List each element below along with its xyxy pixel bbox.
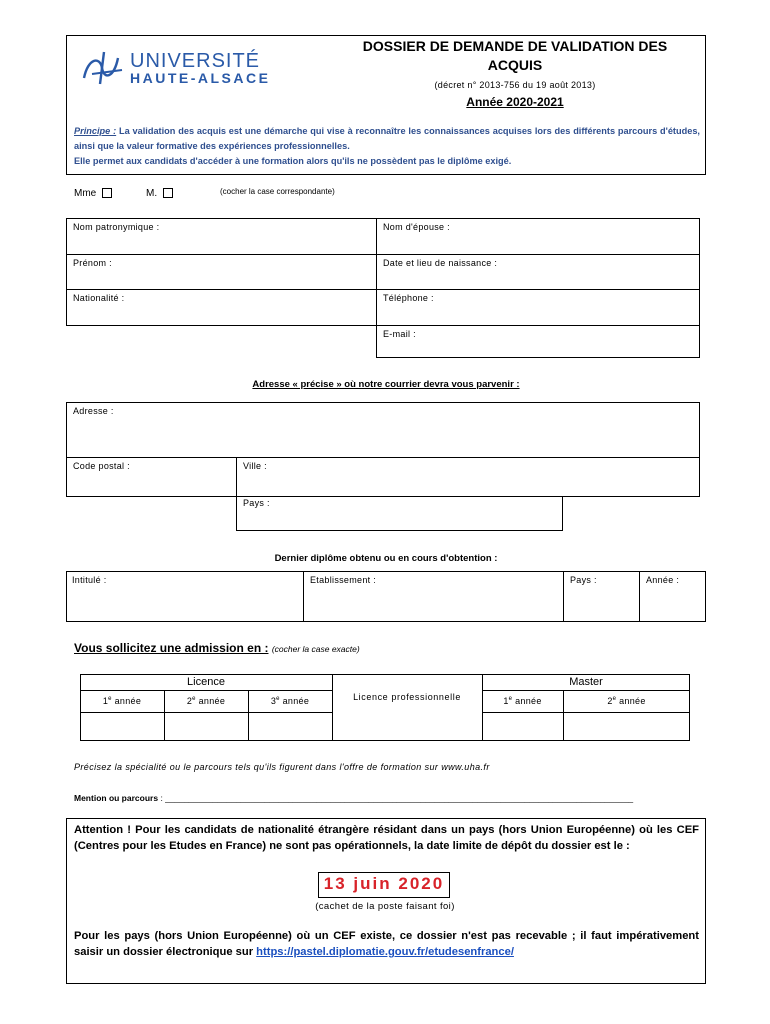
nationalite-label: Nationalité : (73, 293, 125, 303)
l3-col (248, 696, 332, 706)
mention-line[interactable]: : ___________________________________________________________________________________________________ (160, 793, 634, 803)
pays-field[interactable] (236, 496, 563, 531)
civility-mme[interactable] (74, 188, 112, 199)
l2-sup: e (192, 696, 196, 702)
m2-sup: e (612, 696, 617, 702)
logo-line1: UNIVERSITÉ (130, 50, 261, 72)
epouse-label: Nom d'épouse : (383, 222, 450, 232)
annee-label: Année : (646, 575, 680, 585)
l1-col (80, 696, 164, 706)
admission-heading: Vous sollicitez une admission en : (74, 641, 269, 655)
logo-line2: HAUTE-ALSACE (130, 70, 271, 86)
diploma-heading: Dernier diplôme obtenu ou en cours d'obtention : (274, 553, 498, 564)
m1-checkbox-cell[interactable] (483, 713, 563, 740)
ville-field[interactable] (236, 457, 700, 497)
m-label: M. (146, 188, 158, 199)
naissance-label: Date et lieu de naissance : (383, 258, 498, 268)
l2-col (164, 696, 248, 706)
civility-m[interactable] (146, 188, 173, 199)
logo-mark-icon (78, 48, 126, 88)
m1-sup: e (508, 696, 513, 702)
adresse-field[interactable] (66, 402, 700, 458)
email-field[interactable] (376, 325, 700, 358)
pays-label: Pays : (243, 498, 270, 508)
l3-annee: année (279, 696, 310, 706)
nom-label: Nom patronymique : (73, 222, 160, 232)
cachet-note: (cachet de la poste faisant foi) (315, 901, 455, 912)
university-logo (78, 48, 308, 88)
m2-num: 2 (607, 696, 613, 706)
code-postal-label: Code postal : (73, 461, 130, 471)
mention-label: Mention ou parcours (74, 793, 159, 803)
precisez-note: Précisez la spécialité ou le parcours tels qu'ils figurent dans l'offre de formation sur www.uha.fr (74, 762, 490, 772)
l1-annee: année (111, 696, 142, 706)
l3-sup: e (276, 696, 280, 702)
pastel-link[interactable]: https://pastel.diplomatie.gouv.fr/etudesenfrance/ (256, 946, 514, 958)
m2-checkbox-cell[interactable] (564, 713, 690, 740)
admission-heading-row (74, 641, 360, 655)
l1-checkbox-cell[interactable] (81, 713, 164, 740)
academic-year: Année 2020-2021 (466, 95, 564, 109)
table-divider (482, 690, 690, 691)
mme-label: Mme (74, 188, 97, 199)
l1-num: 1 (102, 696, 109, 706)
etablissement-label: Etablissement : (310, 575, 377, 585)
mme-checkbox[interactable] (102, 188, 112, 198)
m2-col (563, 696, 690, 706)
l2-num: 2 (186, 696, 193, 706)
prenom-field[interactable] (66, 254, 377, 290)
principle-text: La validation des acquis est une démarche qui vise à reconnaître les connaissances acquises lors des différents parcours d'études, ainsi que la valeur formative des expériences professionnelles. (74, 126, 700, 151)
mention-row[interactable] (74, 793, 694, 803)
civility-hint: (cocher la case correspondante) (220, 187, 335, 196)
l1-sup: e (108, 696, 112, 702)
l2-annee: année (195, 696, 226, 706)
licence-pro-col: Licence professionnelle (353, 692, 461, 702)
deadline-date: 13 juin 2020 (323, 874, 445, 893)
adresse-label: Adresse : (73, 406, 114, 416)
intitule-label: Intitulé : (72, 575, 107, 585)
address-heading: Adresse « précise » où notre courrier devra vous parvenir : (252, 379, 520, 390)
admission-hint: (cocher la case exacte) (271, 644, 360, 654)
attention-text2-body: Pour les pays (hors Union Européenne) où un CEF existe, ce dossier n'est pas recevable ; il faut impérativement saisir un dossier électronique sur (74, 930, 699, 958)
principle-text2: Elle permet aux candidats d'accéder à une formation alors qu'ils ne possèdent pas le diplôme exigé. (74, 156, 512, 166)
decree: (décret n° 2013-756 du 19 août 2013) (434, 80, 596, 90)
telephone-label: Téléphone : (383, 293, 434, 303)
m1-num: 1 (503, 696, 509, 706)
m1-col (482, 696, 563, 706)
licence-header: Licence (187, 676, 225, 688)
l2-checkbox-cell[interactable] (165, 713, 248, 740)
prenom-label: Prénom : (73, 258, 112, 268)
master-header: Master (569, 676, 603, 688)
l3-checkbox-cell[interactable] (249, 713, 332, 740)
table-divider (80, 690, 332, 691)
principle-label: Principe : (74, 126, 117, 136)
principle (74, 124, 700, 169)
m-checkbox[interactable] (163, 188, 173, 198)
m2-annee: année (616, 696, 646, 706)
attention-text2 (74, 928, 699, 960)
diploma-pays-label: Pays : (570, 575, 597, 585)
l3-num: 3 (270, 696, 277, 706)
m1-annee: année (512, 696, 542, 706)
ville-label: Ville : (243, 461, 267, 471)
email-label: E-mail : (383, 329, 416, 339)
document-title: DOSSIER DE DEMANDE DE VALIDATION DES ACQUIS (362, 38, 668, 73)
attention-text: Attention ! Pour les candidats de nationalité étrangère résidant dans un pays (hors Union Européenne) où les CEF (Centres pour les Etudes en France) ne sont pas opérationnels, la date limite de dépôt du dossier est le : (74, 824, 699, 852)
licence-pro-checkbox-cell[interactable] (333, 713, 482, 740)
